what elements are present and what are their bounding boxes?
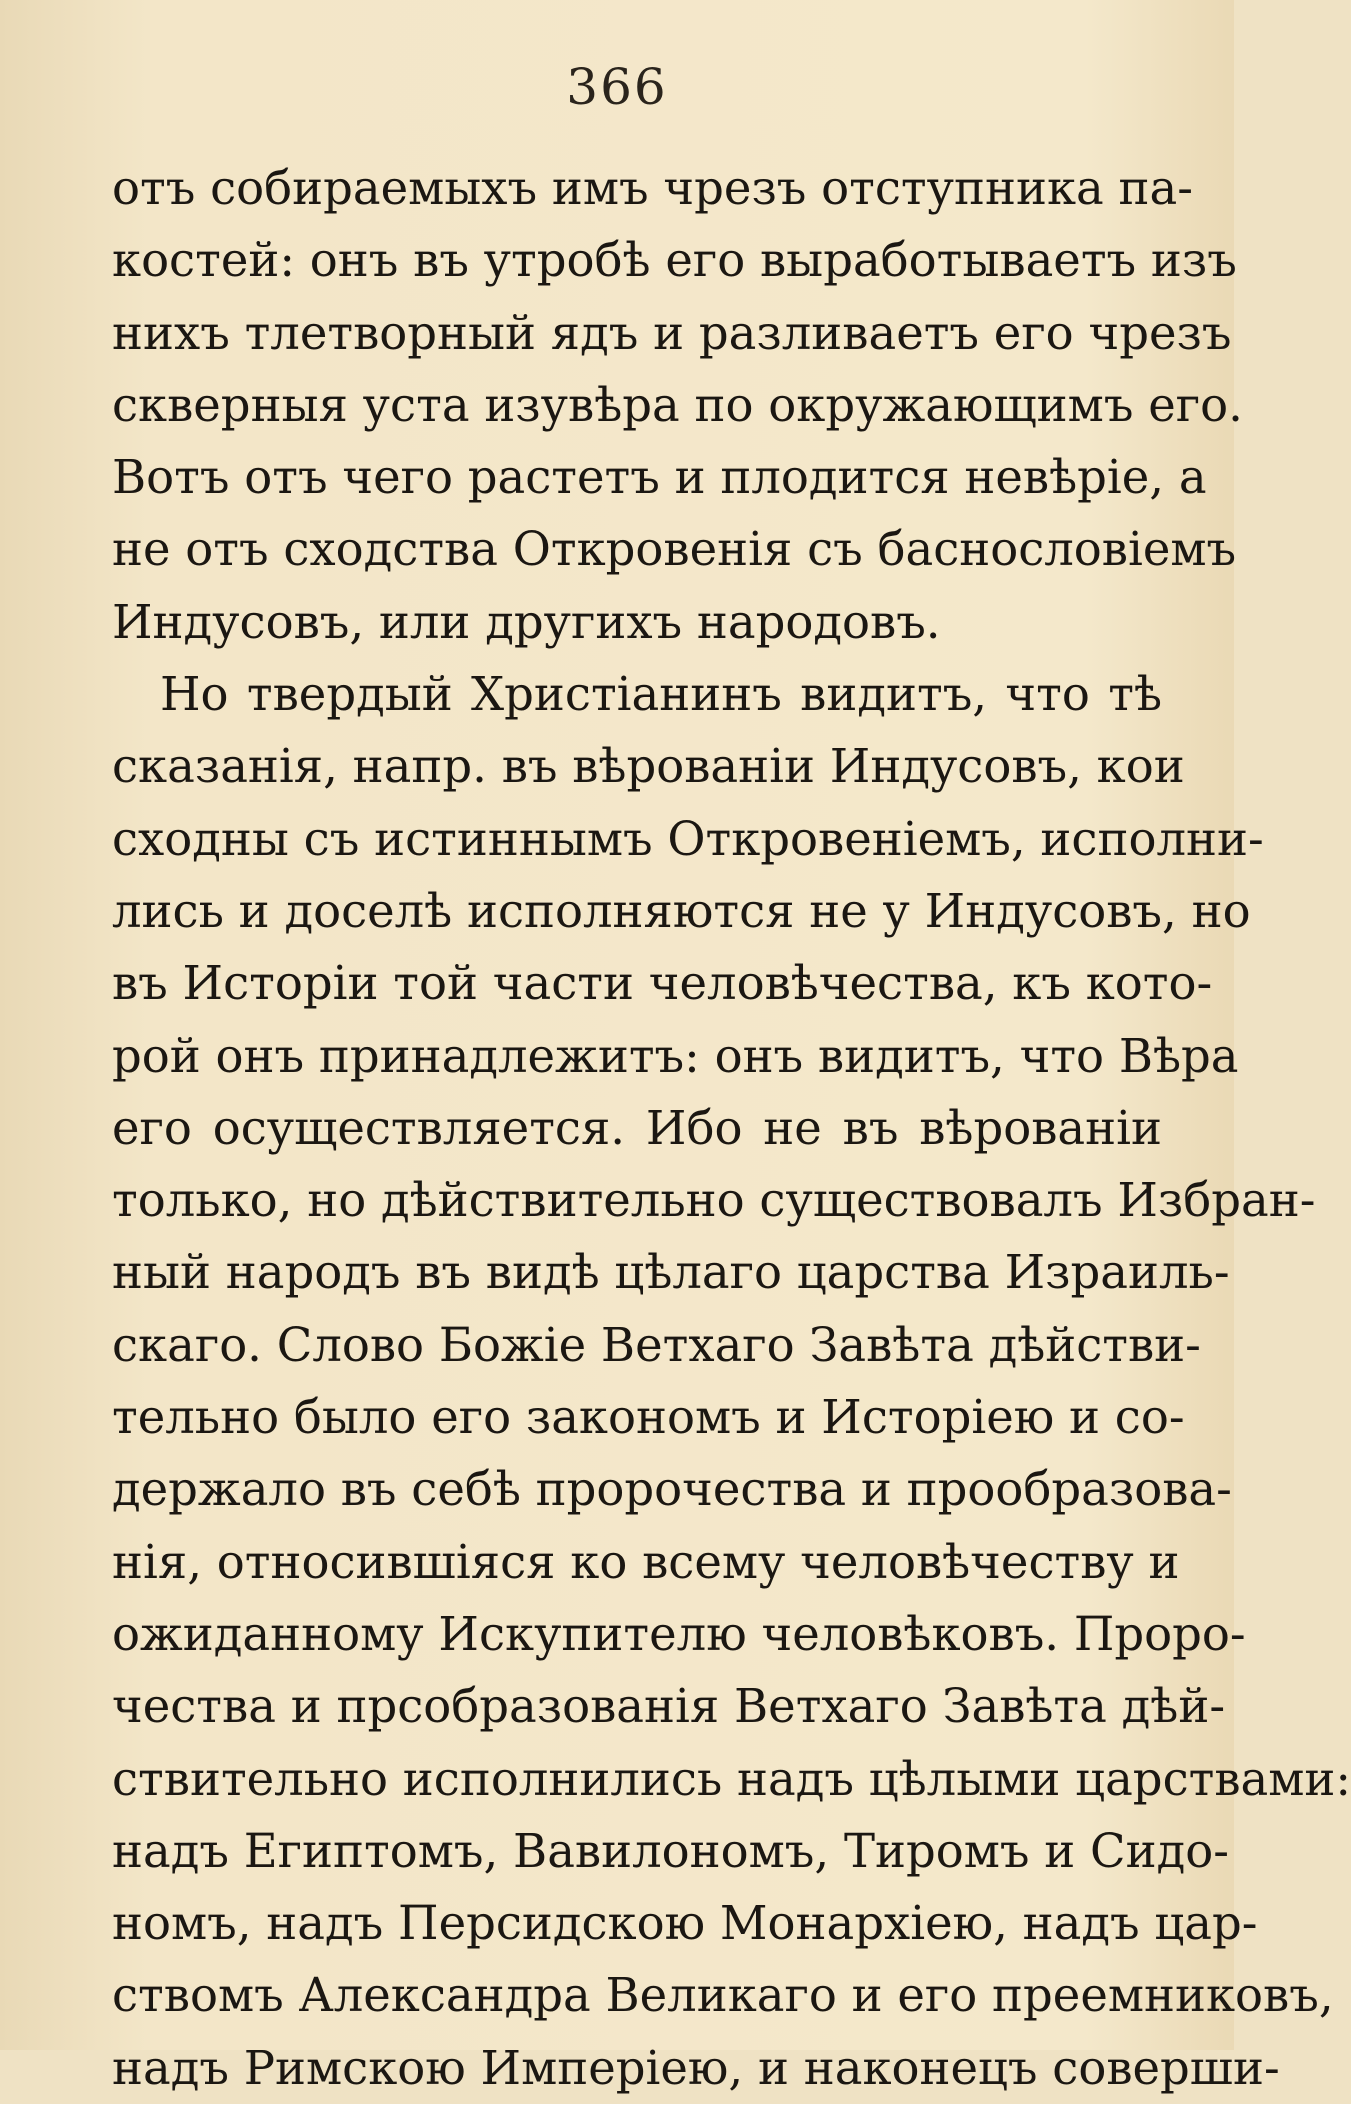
text-line: ствомъ Александра Великаго и его преемниковъ, xyxy=(112,1968,1334,2023)
text-line: сходны съ истиннымъ Откровеніемъ, исполни- xyxy=(112,811,1264,866)
text-line: только, но дѣйствительно существовалъ Избран- xyxy=(112,1173,1316,1228)
text-line: его осуществляется. Ибо не въ вѣрованіи xyxy=(112,1100,1162,1155)
text-line: костей: онъ въ утробѣ его выработываетъ изъ xyxy=(112,233,1237,288)
text-line: скаго. Слово Божіе Ветхаго Завѣта дѣйстви- xyxy=(112,1317,1201,1372)
text-line: Индусовъ, или другихъ народовъ. xyxy=(112,594,941,649)
text-line: скверныя уста изувѣра по окружающимъ его. xyxy=(112,377,1243,432)
body-text xyxy=(112,152,1351,2104)
text-line: нихъ тлетворный ядъ и разливаетъ его чрезъ xyxy=(112,305,1232,360)
text-line: ный народъ въ видѣ цѣлаго царства Израиль- xyxy=(112,1245,1230,1300)
text-line: сказанія, напр. въ вѣрованіи Индусовъ, кои xyxy=(112,739,1185,794)
text-line: Вотъ отъ чего растетъ и плодится невѣріе, а xyxy=(112,450,1207,505)
text-line: въ Исторіи той части человѣчества, къ кото- xyxy=(112,956,1213,1011)
text-line: рой онъ принадлежитъ: онъ видитъ, что Вѣра xyxy=(112,1028,1239,1083)
text-line: номъ, надъ Персидскою Монархіею, надъ цар- xyxy=(112,1896,1258,1951)
text-line: отъ собираемыхъ имъ чрезъ отступника па- xyxy=(112,161,1193,215)
text-line: надъ Египтомъ, Вавилономъ, Тиромъ и Сидо- xyxy=(112,1823,1229,1878)
text-line: нія, относившіяся ко всему человѣчеству и xyxy=(112,1534,1180,1589)
text-line: надъ Римскою Имперіею, и наконецъ соверши- xyxy=(112,2040,1280,2095)
text-line: чества и прсобразованія Ветхаго Завѣта дѣй- xyxy=(112,1679,1226,1734)
paragraph-first-line: Но твердый Христіанинъ видитъ, что тѣ xyxy=(160,667,1162,722)
text-line: держало въ себѣ пророчества и прообразова- xyxy=(112,1462,1232,1517)
text-line: не отъ сходства Откровенія съ баснословіемъ xyxy=(112,522,1237,577)
text-line: лись и доселѣ исполняются не у Индусовъ, но xyxy=(112,883,1251,938)
text-line: ствительно исполнились надъ цѣлыми царствами: xyxy=(112,1751,1351,1806)
text-line: тельно было его закономъ и Исторіею и со- xyxy=(112,1390,1185,1445)
text-line: ожиданному Искупителю человѣковъ. Проро- xyxy=(112,1606,1246,1661)
page-number: 366 xyxy=(566,58,668,116)
